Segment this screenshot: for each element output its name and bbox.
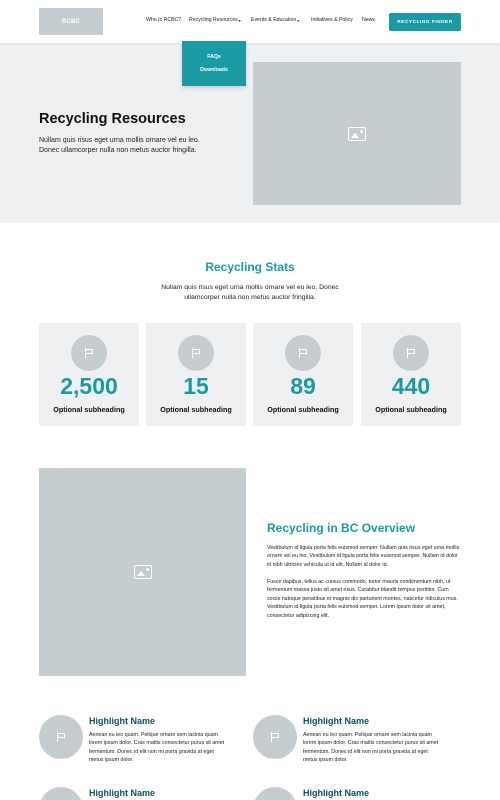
site-header xyxy=(0,0,500,43)
stat-icon-circle xyxy=(178,335,214,371)
flag-icon xyxy=(270,732,280,742)
nav-label: News xyxy=(362,17,375,23)
stat-subheading: Optional subheading xyxy=(53,405,125,414)
site-logo[interactable]: RCBC xyxy=(39,8,103,35)
overview-title: Recycling in BC Overview xyxy=(267,521,416,535)
stat-icon-circle xyxy=(71,335,107,371)
highlight-text: Aenean eu leo quam. Pellque ornare sem lacinia quam lorem ipsum dolor. Cras mattis consectetur purus sit amet fermentum. Donec id elit non mi porta gravida at eget metus ipsum dolor. xyxy=(303,732,439,764)
highlight-icon-circle xyxy=(253,715,297,759)
nav-who-is-rcbc[interactable] xyxy=(146,17,181,23)
stat-value: 15 xyxy=(183,373,209,399)
highlight-name: Highlight Name xyxy=(303,788,370,798)
stat-value: 440 xyxy=(391,373,431,399)
highlight-name: Highlight Name xyxy=(89,788,156,798)
stats-title: Recycling Stats xyxy=(205,260,295,274)
stat-icon-circle xyxy=(285,335,321,371)
hero-image-placeholder xyxy=(253,62,461,205)
nav-label: Recycling Resources xyxy=(189,17,238,23)
highlight-icon-circle xyxy=(39,787,83,800)
highlight-name: Highlight Name xyxy=(89,716,156,726)
overview-paragraph: Vestibulum id ligula porta felis euismod semper. Nullam quis risus eget urna mollis ornare vel eu leo. Vestibulum id ligula porta felis euismod semper. Nullam id dolor id nibh ultricies vehicula ut id elit. Nullam id dolor id. xyxy=(267,545,460,568)
flag-icon xyxy=(84,348,94,358)
overview-image-placeholder xyxy=(39,468,246,676)
flag-icon xyxy=(406,348,416,358)
chevron-down-icon: ▾ xyxy=(297,17,300,23)
flag-icon xyxy=(298,348,308,358)
nav-label: Who Is RCBC? xyxy=(146,17,182,23)
image-icon xyxy=(348,127,366,141)
nav-recycling-resources[interactable] xyxy=(189,17,241,23)
nav-events-education[interactable] xyxy=(251,17,299,23)
overview-paragraph: Fusce dapibus, tellus ac cursus commodo, tortor mauris condimentum nibh, ut fermentum massa justo sit amet risus. Curabitur blandit tempus porttitor. Cum sociis natoque penatibus et magnis dis parturient montes, nascetur ridiculus mus. Vestibulum id ligula porta felis euismod semper. Lorem ipsum dolor sit amet, consectetur adipiscing elit. xyxy=(267,579,458,619)
stat-value: 89 xyxy=(290,373,316,399)
stat-subheading: Optional subheading xyxy=(267,405,339,414)
stat-subheading: Optional subheading xyxy=(160,405,232,414)
highlight-icon-circle xyxy=(253,787,297,800)
hero-text: Nullam quis risus eget urna mollis ornare vel eu leo. Donec ullamcorper nulla non metus auctor fringilla. xyxy=(39,137,200,154)
recycling-finder-button[interactable]: RECYCLING FINDER xyxy=(389,13,461,31)
highlight-icon-circle xyxy=(39,715,83,759)
stat-icon-circle xyxy=(393,335,429,371)
flag-icon xyxy=(191,348,201,358)
image-icon xyxy=(134,565,152,579)
recycling-resources-dropdown xyxy=(182,41,246,86)
stat-subheading: Optional subheading xyxy=(375,405,447,414)
highlight-text: Aenean eu leo quam. Pellque ornare sem lacinia quam lorem ipsum dolor. Cras mattis consectetur purus sit amet fermentum. Donec id elit non mi porta gravida at eget metus ipsum dolor. xyxy=(89,732,225,764)
dropdown-item-downloads[interactable]: Downloads xyxy=(200,67,228,73)
nav-initiatives-policy[interactable] xyxy=(311,17,353,23)
nav-label: Events & Education xyxy=(251,17,297,23)
chevron-down-icon: ▾ xyxy=(238,17,241,23)
nav-label: Initiatives & Policy xyxy=(311,17,353,23)
hero-title: Recycling Resources xyxy=(39,111,186,127)
dropdown-item-faqs[interactable]: FAQs xyxy=(207,54,221,60)
stat-value: 2,500 xyxy=(60,373,118,399)
highlight-name: Highlight Name xyxy=(303,716,370,726)
stats-intro: Nullam quis risus eget urna mollis ornare vel eu leo. Donec ullamcorper nulla non metus auctor fringilla. xyxy=(161,284,339,301)
flag-icon xyxy=(56,732,66,742)
nav-news[interactable] xyxy=(362,17,375,23)
